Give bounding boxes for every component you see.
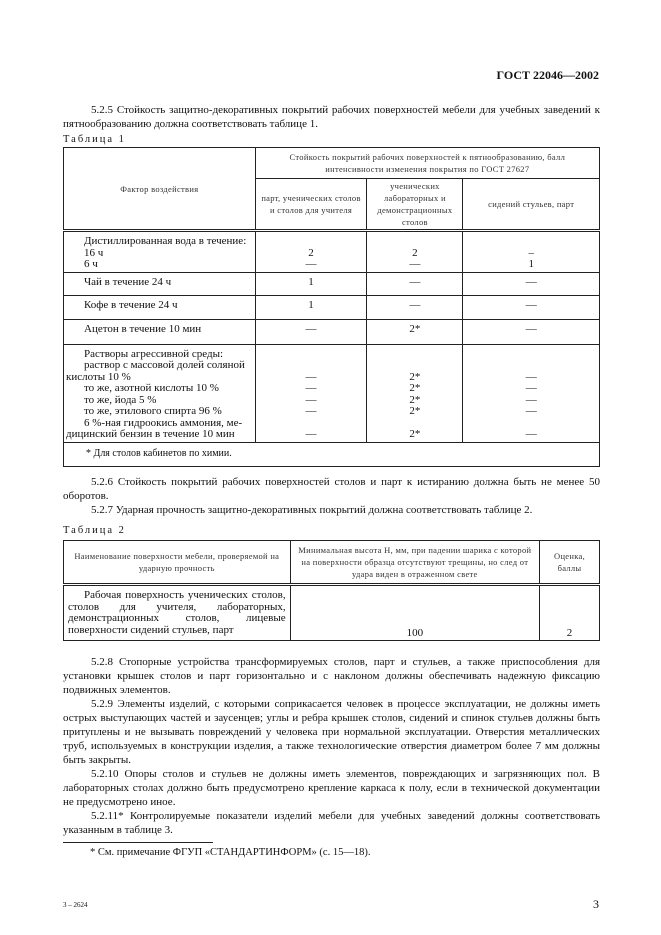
cell-value: — bbox=[525, 405, 537, 417]
factor-line: 6 %-ная гидроокись аммония, ме- bbox=[84, 416, 243, 429]
table1-footnote: * Для столов кабинетов по химии. bbox=[64, 442, 600, 466]
table1-cell-factor bbox=[64, 272, 256, 295]
cell-value: 2* bbox=[409, 405, 421, 417]
table2-header-score: Оценка, баллы bbox=[540, 541, 600, 585]
paragraph-5-2-11: 5.2.11* Контролируемые показатели изделий мебели для учебных заведений должны соответствовать указанным в таблице 3. bbox=[63, 810, 600, 836]
table1-cell-value bbox=[367, 344, 463, 442]
table1-subheader: сидений стульев, парт bbox=[463, 179, 600, 231]
table1-cell-value bbox=[367, 231, 463, 273]
table-2 bbox=[63, 540, 600, 641]
cell-value: 1 bbox=[528, 258, 534, 270]
cell-value: 2* bbox=[409, 382, 421, 394]
print-code: 3 – 2624 bbox=[63, 901, 88, 909]
cell-value bbox=[260, 360, 363, 372]
table1-cell-value bbox=[255, 319, 367, 344]
factor-line: Дистиллированная вода в течение: bbox=[84, 235, 247, 247]
cell-value bbox=[467, 360, 595, 372]
table1-cell-value bbox=[255, 231, 367, 273]
page-number: 3 bbox=[593, 897, 599, 911]
table2-header-surface: Наименование поверхности мебели, проверяемой на ударную прочность bbox=[64, 541, 291, 585]
cell-value: — bbox=[305, 370, 317, 383]
table1-cell-value bbox=[463, 344, 600, 442]
factor-line: 6 ч bbox=[84, 258, 98, 270]
table1-cell-value bbox=[367, 295, 463, 319]
cell-value: 2 bbox=[412, 246, 418, 259]
table2-header-height: Минимальная высота H, мм, при падении шарика с которой на поверхности образца отсутствуют трещины, но след от удара виден в отраженном свете bbox=[290, 541, 539, 585]
cell-value: — bbox=[305, 405, 317, 417]
cell-value: 2* bbox=[409, 370, 421, 383]
cell-value: 2 bbox=[308, 246, 314, 259]
cell-value: — bbox=[525, 428, 537, 440]
cell-value bbox=[371, 360, 458, 372]
table1-row bbox=[64, 344, 600, 442]
cell-value: 1 bbox=[308, 298, 314, 311]
factor-line: Кофе в течение 24 ч bbox=[84, 298, 178, 311]
factor-line: 16 ч bbox=[84, 246, 104, 259]
factor-line: дицинский бензин в течение 10 мин bbox=[66, 428, 235, 440]
cell-value bbox=[260, 349, 363, 361]
cell-value: — bbox=[525, 298, 537, 311]
table1-cell-value bbox=[463, 272, 600, 295]
cell-value: — bbox=[305, 258, 317, 270]
cell-value: 2* bbox=[409, 428, 421, 440]
cell-value: 2* bbox=[409, 393, 421, 406]
table1-cell-value bbox=[255, 272, 367, 295]
cell-value: – bbox=[528, 246, 534, 259]
paragraph-5-2-7: 5.2.7 Ударная прочность защитно-декоративных покрытий должна соответствовать таблице 2. bbox=[91, 504, 533, 516]
cell-value: — bbox=[525, 370, 537, 383]
table1-cell-factor bbox=[64, 344, 256, 442]
table1-row bbox=[64, 272, 600, 295]
cell-value: — bbox=[305, 393, 317, 406]
cell-value: 2* bbox=[409, 322, 421, 335]
factor-line: раствор с массовой долей соляной bbox=[84, 359, 245, 371]
footnote-rule bbox=[63, 842, 213, 843]
table1-cell-value bbox=[463, 319, 600, 344]
cell-value bbox=[371, 236, 458, 248]
table-1 bbox=[63, 147, 600, 467]
table2-cell-height: 100 bbox=[290, 585, 539, 641]
cell-value: — bbox=[305, 322, 317, 335]
factor-line: Ацетон в течение 10 мин bbox=[84, 322, 202, 335]
table1-subheader: ученических лабораторных и демонстрационных столов bbox=[367, 179, 463, 231]
cell-value: 1 bbox=[308, 275, 314, 288]
table1-row bbox=[64, 295, 600, 319]
table1-caption: Таблица 1 bbox=[63, 134, 126, 145]
cell-value: — bbox=[525, 393, 537, 406]
cell-value bbox=[467, 349, 595, 361]
table1-cell-factor bbox=[64, 231, 256, 273]
cell-value: — bbox=[305, 428, 317, 440]
factor-line: кислоты 10 % bbox=[66, 370, 131, 383]
cell-value: — bbox=[525, 322, 537, 335]
table1-cell-factor bbox=[64, 319, 256, 344]
table2-cell-surface: Рабочая поверхность ученических столов, столов для учителя, лабораторных, демонстрационных столов, лицевые поверхности сидений стульев, парт bbox=[64, 585, 291, 641]
cell-value: — bbox=[525, 275, 537, 288]
table1-row bbox=[64, 319, 600, 344]
paragraph-5-2-5: 5.2.5 Стойкость защитно-декоративных покрытий рабочих поверхностей мебели для учебных заведений к пятнообразованию должна соответствовать таблице 1. bbox=[63, 104, 600, 130]
cell-value: — bbox=[409, 275, 421, 288]
cell-value bbox=[371, 349, 458, 361]
table1-row bbox=[64, 231, 600, 273]
cell-value: — bbox=[409, 258, 421, 270]
factor-line: то же, этилового спирта 96 % bbox=[84, 405, 222, 417]
factor-line: то же, йода 5 % bbox=[84, 393, 157, 406]
page-footnote: * См. примечание ФГУП «СТАНДАРТИНФОРМ» (с. 15—18). bbox=[90, 847, 371, 858]
cell-value bbox=[467, 236, 595, 248]
paragraph-5-2-6: 5.2.6 Стойкость покрытий рабочих поверхностей столов и парт к истиранию должна быть не менее 50 оборотов. bbox=[63, 476, 600, 502]
cell-value: — bbox=[305, 382, 317, 394]
factor-line: то же, азотной кислоты 10 % bbox=[84, 382, 219, 394]
paragraph-5-2-9: 5.2.9 Элементы изделий, с которыми соприкасается человек в процессе эксплуатации, не должны иметь острых выступающих частей и заусенцев; углы и ребра крышек столов, сидений и спинок стульев должны быть притуплены и не вызывать повреждений у человека при нормальной эксплуатации. Отверстия металлических труб, используемых в конструкции изделия, а также технологические отверстия диаметром более 7 мм должны быть закрыты. bbox=[63, 698, 600, 766]
table1-cell-factor bbox=[64, 295, 256, 319]
paragraph-5-2-10: 5.2.10 Опоры столов и стульев не должны иметь элементов, повреждающих и загрязняющих пол. В лабораторных столах должно быть предусмотрено крепление каркаса к полу, если в технической документации не предусмотрено иное. bbox=[63, 768, 600, 808]
table1-cell-value bbox=[367, 319, 463, 344]
table1-cell-value bbox=[255, 295, 367, 319]
cell-value: — bbox=[525, 382, 537, 394]
table1-header-group: Стойкость покрытий рабочих поверхностей к пятнообразованию, балл интенсивности изменения покрытия по ГОСТ 27627 bbox=[255, 148, 599, 179]
table1-header-factor: Фактор воздействия bbox=[64, 148, 256, 231]
table1-cell-value bbox=[463, 231, 600, 273]
factor-line: Чай в течение 24 ч bbox=[84, 275, 172, 288]
cell-value: — bbox=[409, 298, 421, 311]
table2-cell-score: 2 bbox=[540, 585, 600, 641]
document-id: ГОСТ 22046—2002 bbox=[496, 68, 599, 82]
table2-caption: Таблица 2 bbox=[63, 525, 126, 536]
table1-cell-value bbox=[255, 344, 367, 442]
factor-line: Растворы агрессивной среды: bbox=[84, 347, 224, 360]
table1-cell-value bbox=[367, 272, 463, 295]
paragraph-5-2-8: 5.2.8 Стопорные устройства трансформируемых столов, парт и стульев, а также приспособления для установки крышек столов и парт горизонтально и с наклоном должны обеспечивать надежную фиксацию подвижных элементов. bbox=[63, 656, 600, 696]
cell-value bbox=[260, 236, 363, 248]
table1-cell-value bbox=[463, 295, 600, 319]
table1-subheader: парт, ученических столов и столов для учителя bbox=[255, 179, 367, 231]
